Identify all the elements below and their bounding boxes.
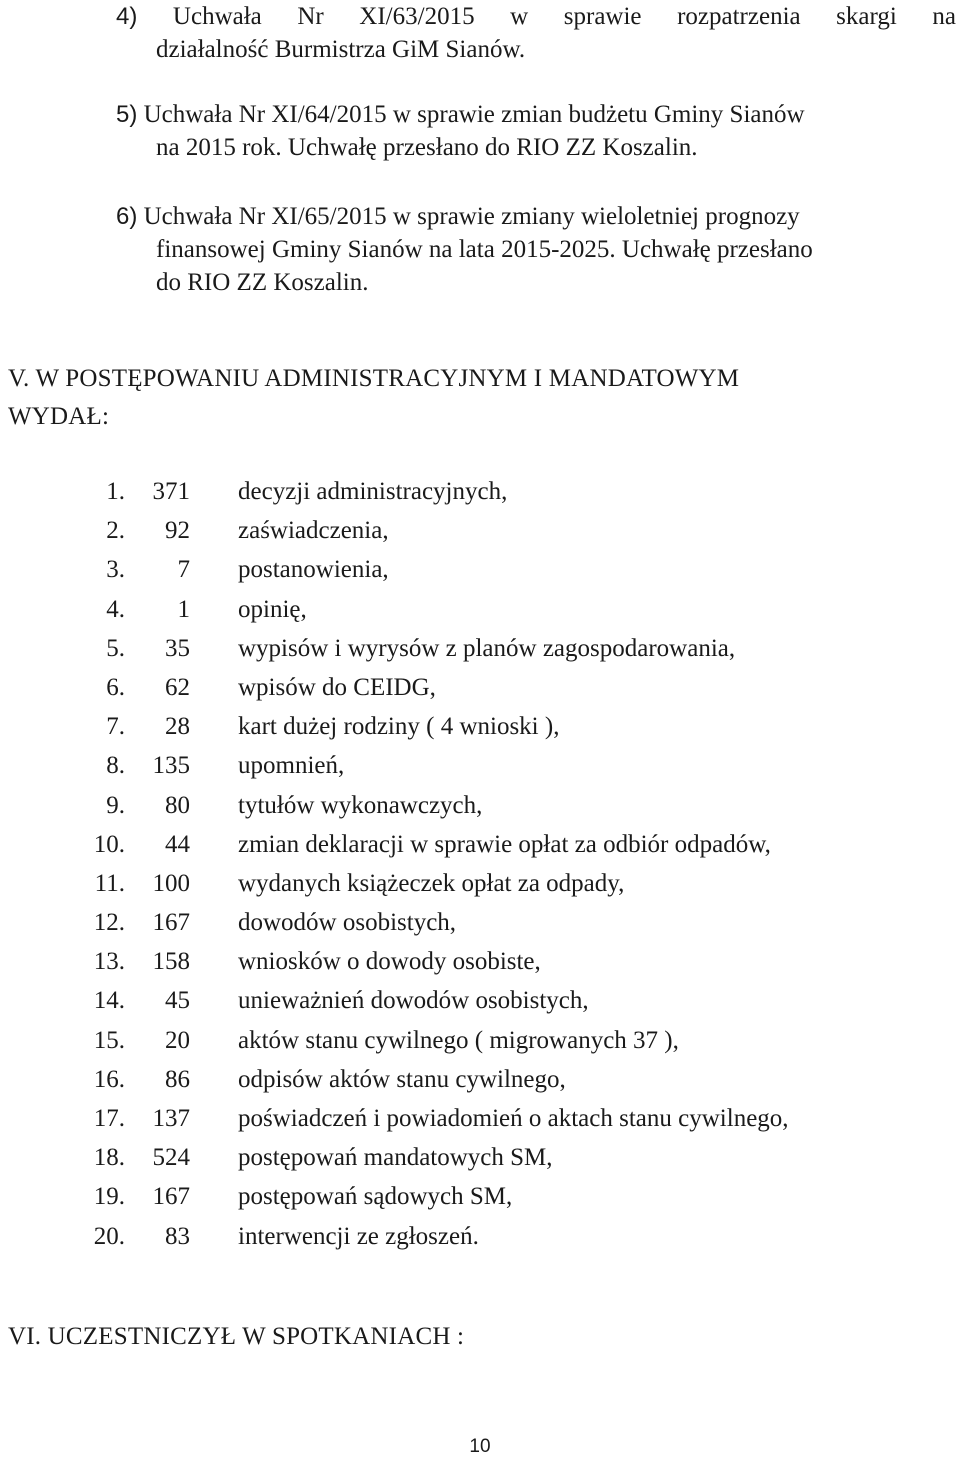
list-item	[0, 746, 960, 785]
list-item-count: 92	[165, 517, 190, 545]
resolution-text-line: działalność Burmistrza GiM Sianów.	[156, 36, 526, 63]
list-item-index: 6.	[106, 673, 125, 701]
list-item-index: 7.	[106, 713, 125, 741]
resolution-number: 6)	[116, 203, 138, 230]
list-item-description: zmian deklaracji w sprawie opłat za odbiór odpadów,	[238, 830, 771, 858]
list-item-description: upomnień,	[238, 752, 345, 780]
resolution-item	[116, 0, 956, 66]
list-item-count: 7	[177, 556, 190, 584]
list-item-description: wniosków o dowody osobiste,	[238, 948, 541, 976]
list-item	[0, 981, 960, 1020]
list-item-count: 167	[152, 1183, 190, 1211]
list-item-index: 2.	[106, 517, 125, 545]
section-heading	[8, 1318, 464, 1356]
list-item	[0, 550, 960, 589]
list-item-description: tytułów wykonawczych,	[238, 791, 483, 819]
section-heading-line: WYDAŁ:	[8, 403, 110, 430]
list-item-description: opinię,	[238, 595, 307, 623]
list-item-description: aktów stanu cywilnego ( migrowanych 37 ),	[238, 1026, 679, 1054]
list-item-count: 44	[165, 830, 190, 858]
list-item-index: 12.	[93, 909, 125, 937]
list-item-count: 167	[152, 909, 190, 937]
list-item-count: 524	[152, 1144, 190, 1172]
list-item-index: 5.	[106, 634, 125, 662]
list-item	[0, 786, 960, 825]
list-item-index: 10.	[93, 830, 125, 858]
resolution-text-line: do RIO ZZ Koszalin.	[156, 269, 369, 296]
list-item-description: wydanych książeczek opłat za odpady,	[238, 869, 625, 897]
list-item-count: 86	[165, 1065, 190, 1093]
list-item-count: 135	[152, 752, 190, 780]
list-item-count: 62	[165, 673, 190, 701]
resolution-number: 4)	[116, 3, 138, 30]
list-item-description: decyzji administracyjnych,	[238, 478, 508, 505]
list-item-description: zaświadczenia,	[238, 517, 389, 545]
section-heading-line: VI. UCZESTNICZYŁ W SPOTKANIACH :	[8, 1323, 465, 1350]
list-item-index: 15.	[93, 1026, 125, 1054]
list-item	[0, 903, 960, 942]
resolution-text-line: na 2015 rok. Uchwałę przesłano do RIO ZZ Koszalin.	[156, 134, 698, 161]
list-item-description: poświadczeń i powiadomień o aktach stanu cywilnego,	[238, 1105, 789, 1132]
list-item-description: postępowań sądowych SM,	[238, 1183, 513, 1211]
list-item-index: 16.	[93, 1065, 125, 1093]
resolution-item	[116, 200, 956, 299]
list-item-index: 13.	[93, 948, 125, 976]
resolution-text-line: finansowej Gminy Sianów na lata 2015-2025. Uchwałę przesłano	[156, 236, 813, 263]
list-item	[0, 707, 960, 746]
list-item-count: 20	[165, 1026, 190, 1054]
list-item-description: postanowienia,	[238, 556, 389, 584]
list-item-index: 20.	[93, 1222, 125, 1250]
list-item-description: wypisów i wyrysów z planów zagospodarowania,	[238, 634, 736, 662]
statistics-list	[0, 472, 960, 1256]
section-heading	[8, 360, 739, 436]
list-item	[0, 590, 960, 629]
list-item-description: unieważnień dowodów osobistych,	[238, 987, 589, 1015]
list-item-count: 1	[177, 595, 190, 623]
list-item-count: 28	[165, 713, 190, 741]
list-item	[0, 629, 960, 668]
list-item	[0, 1060, 960, 1099]
list-item-description: interwencji ze zgłoszeń.	[238, 1222, 479, 1250]
section-heading-line: V. W POSTĘPOWANIU ADMINISTRACYJNYM I MANDATOWYM	[8, 365, 740, 392]
resolution-item	[116, 98, 956, 164]
list-item	[0, 472, 960, 511]
list-item-count: 83	[165, 1222, 190, 1250]
list-item-description: postępowań mandatowych SM,	[238, 1144, 553, 1172]
list-item-count: 371	[152, 478, 190, 505]
list-item-count: 100	[152, 869, 190, 897]
list-item	[0, 864, 960, 903]
list-item	[0, 1099, 960, 1138]
list-item-count: 137	[152, 1105, 190, 1132]
list-item-description: wpisów do CEIDG,	[238, 673, 436, 701]
list-item-index: 14.	[93, 987, 125, 1015]
list-item	[0, 1217, 960, 1256]
list-item-index: 17.	[93, 1105, 125, 1132]
list-item-index: 8.	[106, 752, 125, 780]
list-item	[0, 668, 960, 707]
list-item-count: 158	[152, 948, 190, 976]
list-item	[0, 942, 960, 981]
list-item-index: 1.	[106, 478, 125, 505]
resolution-text-line: Uchwała Nr XI/64/2015 w sprawie zmian budżetu Gminy Sianów	[143, 101, 805, 128]
resolution-text-line: Uchwała Nr XI/63/2015 w sprawie rozpatrzenia skargi na	[172, 3, 956, 30]
resolution-text-line: Uchwała Nr XI/65/2015 w sprawie zmiany wieloletniej prognozy	[143, 203, 800, 230]
list-item-count: 35	[165, 634, 190, 662]
list-item	[0, 825, 960, 864]
list-item-count: 45	[165, 987, 190, 1015]
list-item-index: 4.	[106, 595, 125, 623]
list-item-count: 80	[165, 791, 190, 819]
resolution-number: 5)	[116, 101, 138, 128]
list-item-index: 19.	[93, 1183, 125, 1211]
list-item	[0, 1138, 960, 1177]
list-item-description: dowodów osobistych,	[238, 909, 457, 937]
list-item-index: 9.	[106, 791, 125, 819]
list-item-description: odpisów aktów stanu cywilnego,	[238, 1065, 566, 1093]
list-item-index: 11.	[94, 869, 125, 897]
list-item-index: 3.	[106, 556, 125, 584]
list-item-index: 18.	[93, 1144, 125, 1172]
list-item-description: kart dużej rodziny ( 4 wnioski ),	[238, 713, 560, 741]
list-item	[0, 1021, 960, 1060]
list-item	[0, 1177, 960, 1216]
list-item	[0, 511, 960, 550]
page-number: 10	[469, 1436, 491, 1457]
